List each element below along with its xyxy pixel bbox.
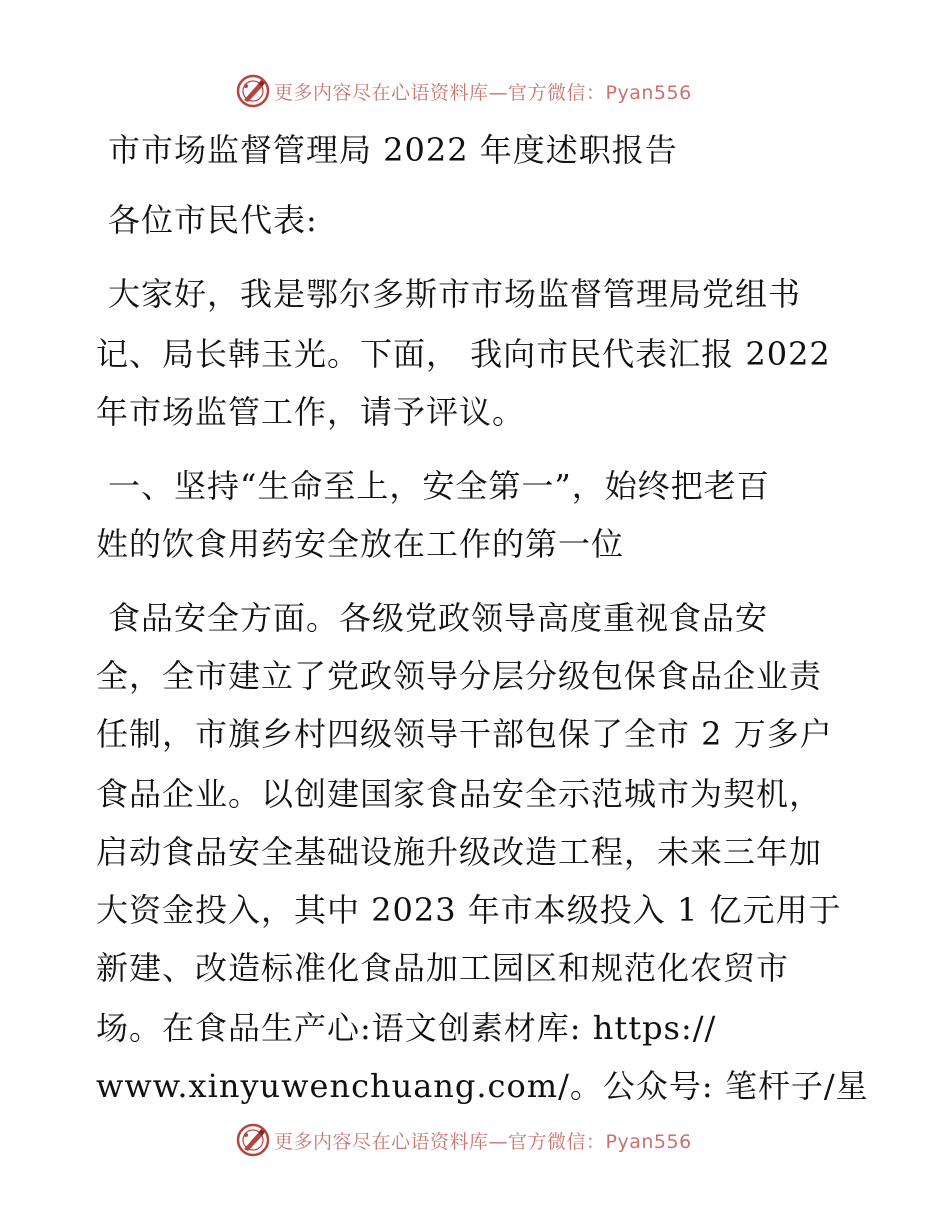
pen-logo-icon — [236, 74, 270, 108]
pen-logo-icon — [236, 1123, 270, 1157]
section-heading-line: 姓的饮食用药安全放在工作的第一位 — [96, 525, 625, 563]
body-line: 新建、改造标准化食品加工园区和规范化农贸市 — [96, 949, 790, 987]
header-banner-text: 更多内容尽在心语资料库—官方微信：Pyan556 — [274, 81, 692, 104]
intro-line: 记、局长韩玉光。下面， 我向市民代表汇报 2022 — [96, 335, 831, 373]
body-line: 场。在食品生产心:语文创素材库: https:// — [96, 1009, 717, 1047]
section-heading-line: 一、坚持“生命至上，安全第一”，始终把老百 — [108, 467, 770, 505]
footer-banner — [236, 1123, 692, 1157]
header-banner — [236, 74, 692, 108]
document-title: 市市场监督管理局 2022 年度述职报告 — [108, 131, 678, 169]
body-line: 任制，市旗乡村四级领导干部包保了全市 2 万多户 — [96, 715, 833, 753]
body-line: 大资金投入，其中 2023 年市本级投入 1 亿元用于 — [96, 891, 842, 929]
body-line: 启动食品安全基础设施升级改造工程，未来三年加 — [96, 833, 823, 871]
body-line: 全，全市建立了党政领导分层分级包保食品企业责 — [96, 657, 823, 695]
body-line: 食品企业。以创建国家食品安全示范城市为契机， — [96, 775, 823, 813]
footer-banner-text: 更多内容尽在心语资料库—官方微信：Pyan556 — [274, 1130, 692, 1153]
intro-line: 大家好，我是鄂尔多斯市市场监督管理局党组书 — [108, 275, 802, 313]
intro-line: 年市场监管工作，请予评议。 — [96, 393, 526, 431]
body-line: www.xinyuwenchuang.com/。公众号: 笔杆子/星 — [96, 1067, 869, 1105]
salutation: 各位市民代表: — [108, 201, 318, 239]
body-line: 食品安全方面。各级党政领导高度重视食品安 — [108, 599, 769, 637]
